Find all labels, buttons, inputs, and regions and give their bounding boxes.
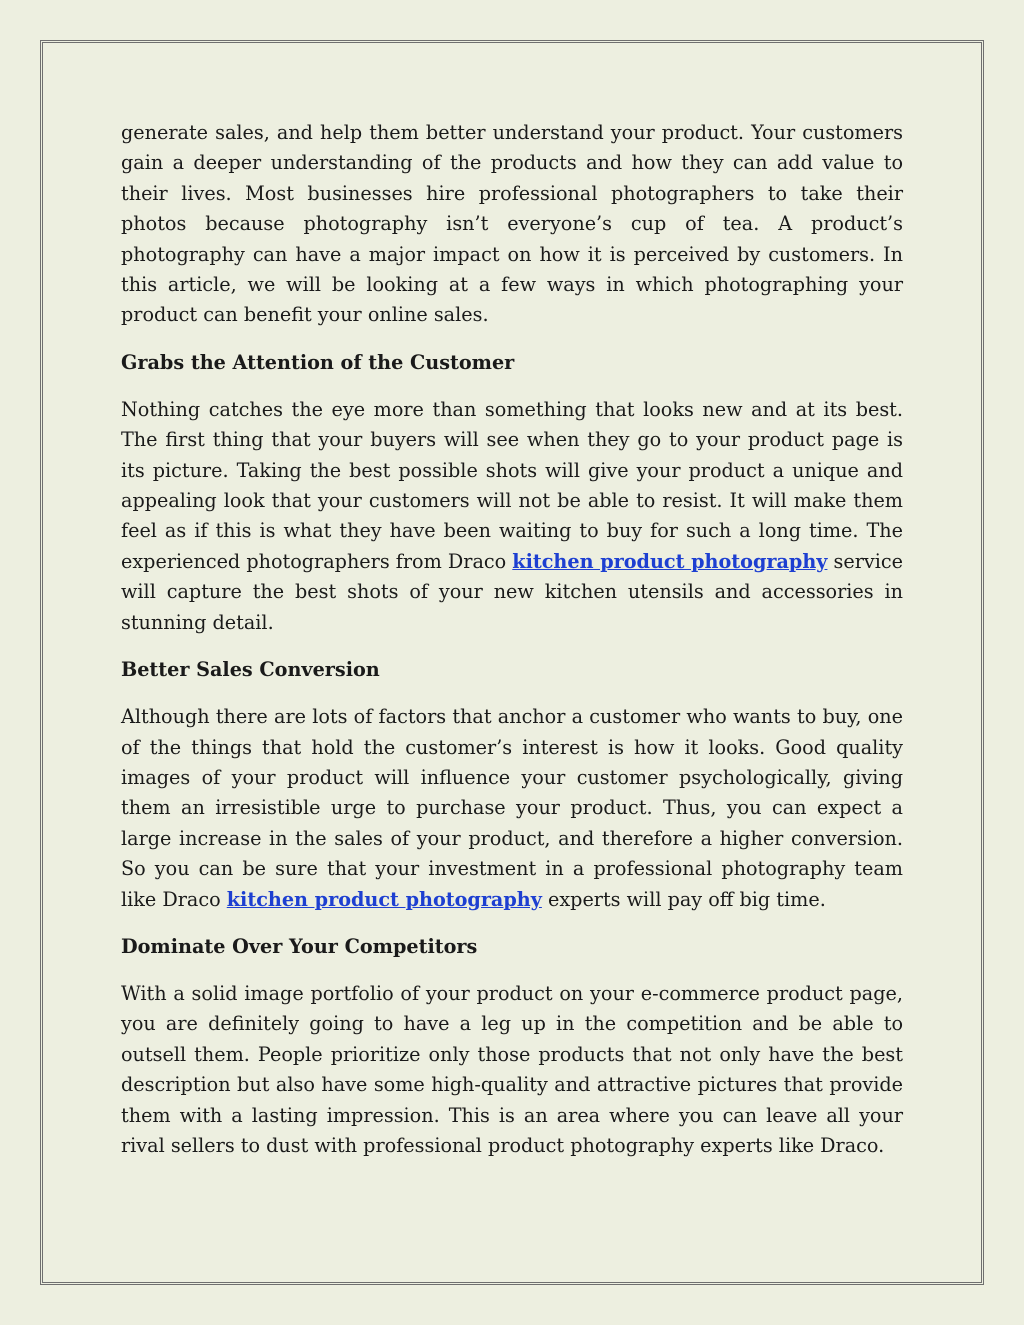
section-paragraph-competitors: With a solid image portfolio of your product on your e-commerce product page, you are definitely going to have a leg up in the competition and be able to outsell them. People prioritize only those products that not only have the best description but also have some high-quality and attractive pictures that provide them with a lasting impression. This is an area where you can leave all your rival sellers to dust with professional product photography experts like Draco. — [121, 981, 903, 1157]
section-heading-conversion: Better Sales Conversion — [121, 658, 380, 682]
section-heading-competitors: Dominate Over Your Competitors — [121, 934, 478, 958]
section-paragraph-attention — [121, 395, 903, 638]
paragraph-text: service will capture the best shots of your new kitchen utensils and accessories in stunning detail. — [121, 549, 903, 634]
kitchen-product-photography-link[interactable]: kitchen product photography — [512, 549, 828, 573]
paragraph-text: Nothing catches the eye more than something that looks new and at its best. The first thing that your buyers will see when they go to your product page is its picture. Taking the best possible shots will give your product a unique and appealing look that your customers will not be able to resist. It will make them feel as if this is what they have been waiting to buy for such a long time. The experienced photographers from Draco — [121, 397, 903, 573]
section-heading-attention: Grabs the Attention of the Customer — [121, 350, 515, 374]
paragraph-text: Although there are lots of factors that anchor a customer who wants to buy, one of the things that hold the customer’s interest is how it looks. Good quality images of your product will influence your customer psychologically, giving them an irresistible urge to purchase your product. Thus, you can expect a large increase in the sales of your product, and therefore a higher conversion. So you can be sure that your investment in a professional photography team like Draco — [121, 705, 903, 911]
document-body — [121, 118, 903, 1178]
section-paragraph-conversion — [121, 702, 903, 915]
kitchen-product-photography-link[interactable]: kitchen product photography — [226, 887, 542, 911]
paragraph-text: experts will pay off big time. — [541, 887, 826, 911]
intro-paragraph: generate sales, and help them better understand your product. Your customers gain a deeper understanding of the products and how they can add value to their lives. Most businesses hire professional photographers to take their photos because photography isn’t everyone’s cup of tea. A product’s photography can have a major impact on how it is perceived by customers. In this article, we will be looking at a few ways in which photographing your product can benefit your online sales. — [121, 121, 903, 327]
